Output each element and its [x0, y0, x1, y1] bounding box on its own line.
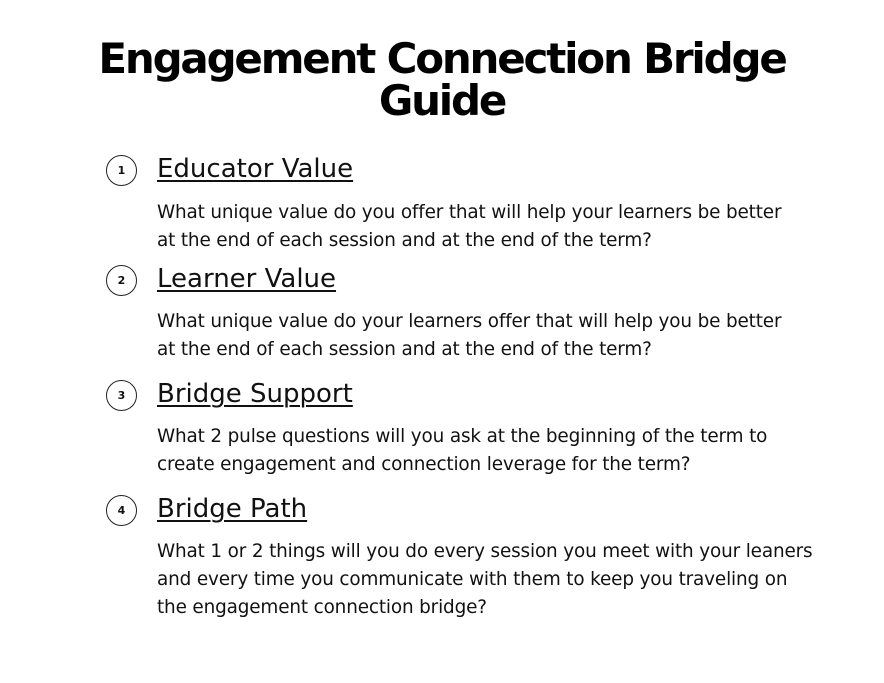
- step-description-line: What unique value do your learners offer that will help you be better: [157, 311, 782, 332]
- step-description: [157, 423, 857, 479]
- step-heading: Bridge Support: [157, 379, 353, 409]
- step-description-line: What unique value do you offer that will help your learners be better: [157, 202, 782, 223]
- step-description-line: What 2 pulse questions will you ask at the beginning of the term to: [157, 426, 768, 447]
- step-heading: Learner Value: [157, 264, 337, 294]
- step-description-line: at the end of each session and at the end of the term?: [157, 339, 652, 360]
- step-number-badge: 4: [106, 495, 137, 526]
- step-description-line: and every time you communicate with them to keep you traveling on: [157, 569, 788, 590]
- step-description-line: What 1 or 2 things will you do every session you meet with your leaners: [157, 541, 813, 562]
- step-description: [157, 308, 857, 364]
- page-title: [0, 34, 884, 125]
- step-number-badge: 1: [106, 155, 137, 186]
- step-number-badge: 2: [106, 265, 137, 296]
- step-description-line: create engagement and connection leverage for the term?: [157, 454, 691, 475]
- step-description: [157, 199, 857, 255]
- page-title-line-2: Guide: [378, 76, 506, 125]
- step-number-badge: 3: [106, 380, 137, 411]
- step-description: [157, 538, 857, 622]
- step-description-line: the engagement connection bridge?: [157, 597, 487, 618]
- page-title-line-1: Engagement Connection Bridge: [98, 34, 786, 83]
- step-description-line: at the end of each session and at the end of the term?: [157, 230, 652, 251]
- step-heading: Educator Value: [157, 154, 354, 184]
- step-heading: Bridge Path: [157, 494, 308, 524]
